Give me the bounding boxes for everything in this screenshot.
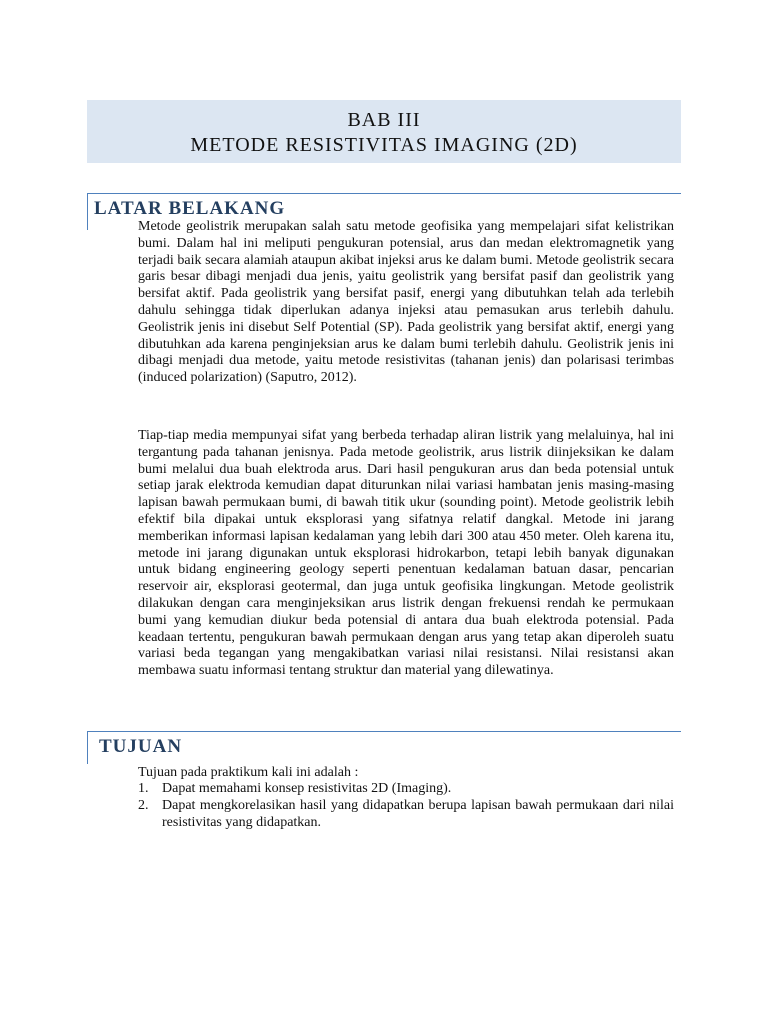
heading-left-rule xyxy=(87,194,88,230)
tujuan-list xyxy=(138,780,674,831)
paragraph: Metode geolistrik merupakan salah satu metode geofisika yang mempelajari sifat kelistrikan bumi. Dalam hal ini meliputi pengukuran potensial, arus dan medan elektromagnetik yang terjadi baik secara alamiah ataupun akibat injeksi arus ke dalam bumi. Metode geolistrik secara garis besar dibagi menjadi dua jenis, yaitu geolistrik yang bersifat pasif dan geolistrik yang bersifat aktif. Pada geolistrik yang bersifat pasif, energi yang dibutuhkan telah ada terlebih dahulu sehingga tidak diperlukan adanya injeksi atau pemasukan arus terlebih dahulu. Geolistrik jenis ini disebut Self Potential (SP). Pada geolistrik yang bersifat aktif, energi yang dibutuhkan ada karena penginjeksian arus ke dalam bumi terlebih dahulu. Geolistrik jenis ini dibagi menjadi dua metode, yaitu metode resistivitas (tahanan jenis) dan polarisasi terimbas (induced polarization) (Saputro, 2012). xyxy=(138,219,674,386)
section-title: LATAR BELAKANG xyxy=(94,198,286,219)
section-title: TUJUAN xyxy=(99,736,183,757)
paragraph: Tiap-tiap media mempunyai sifat yang berbeda terhadap aliran listrik yang melaluinya, hal ini tergantung pada tahanan jenisnya. Pada metode geolistrik, arus listrik diinjeksikan ke dalam bumi melalui dua buah elektroda arus. Dari hasil pengukuran arus dan beda potensial untuk setiap jarak elektroda kemudian dapat diturunkan nilai variasi hambatan jenis masing-masing lapisan bawah permukaan bumi, di bawah titik ukur (sounding point). Metode geolistrik lebih efektif bila dipakai untuk eksplorasi yang sifatnya relatif dangkal. Metode ini jarang memberikan informasi lapisan kedalaman yang lebih dari 300 atau 450 meter. Oleh karena itu, metode ini jarang digunakan untuk eksplorasi hidrokarbon, tetapi lebih banyak digunakan untuk bidang engineering geology seperti penentuan kedalaman batuan dasar, pencarian reservoir air, eksplorasi geotermal, dan juga untuk geofisika lingkungan. Metode geolistrik dilakukan dengan cara menginjeksikan arus listrik dengan frekuensi rendah ke permukaan bumi yang kemudian diukur beda potensial di antara dua buah elektroda potensial. Pada keadaan tertentu, pengukuran bawah permukaan dengan arus yang tetap akan diperoleh suatu variasi beda tegangan yang mengakibatkan variasi nilai resistansi. Nilai resistansi akan membawa suatu informasi tentang struktur dan material yang dilewatinya. xyxy=(138,428,674,679)
list-item xyxy=(138,797,674,831)
tujuan-intro: Tujuan pada praktikum kali ini adalah : xyxy=(138,765,359,780)
list-text: Dapat memahami konsep resistivitas 2D (Imaging). xyxy=(162,781,452,796)
list-number: 2. xyxy=(138,798,149,813)
heading-left-rule xyxy=(87,732,88,764)
list-text: Dapat mengkorelasikan hasil yang didapatkan berupa lapisan bawah permukaan dari nilai resistivitas yang didapatkan. xyxy=(162,798,674,830)
list-item xyxy=(138,780,674,797)
chapter-title: METODE RESISTIVITAS IMAGING (2D) xyxy=(190,134,578,156)
chapter-number: BAB III xyxy=(347,109,421,131)
list-number: 1. xyxy=(138,781,149,796)
section-heading-tujuan xyxy=(87,731,681,764)
chapter-title-box xyxy=(87,100,681,163)
